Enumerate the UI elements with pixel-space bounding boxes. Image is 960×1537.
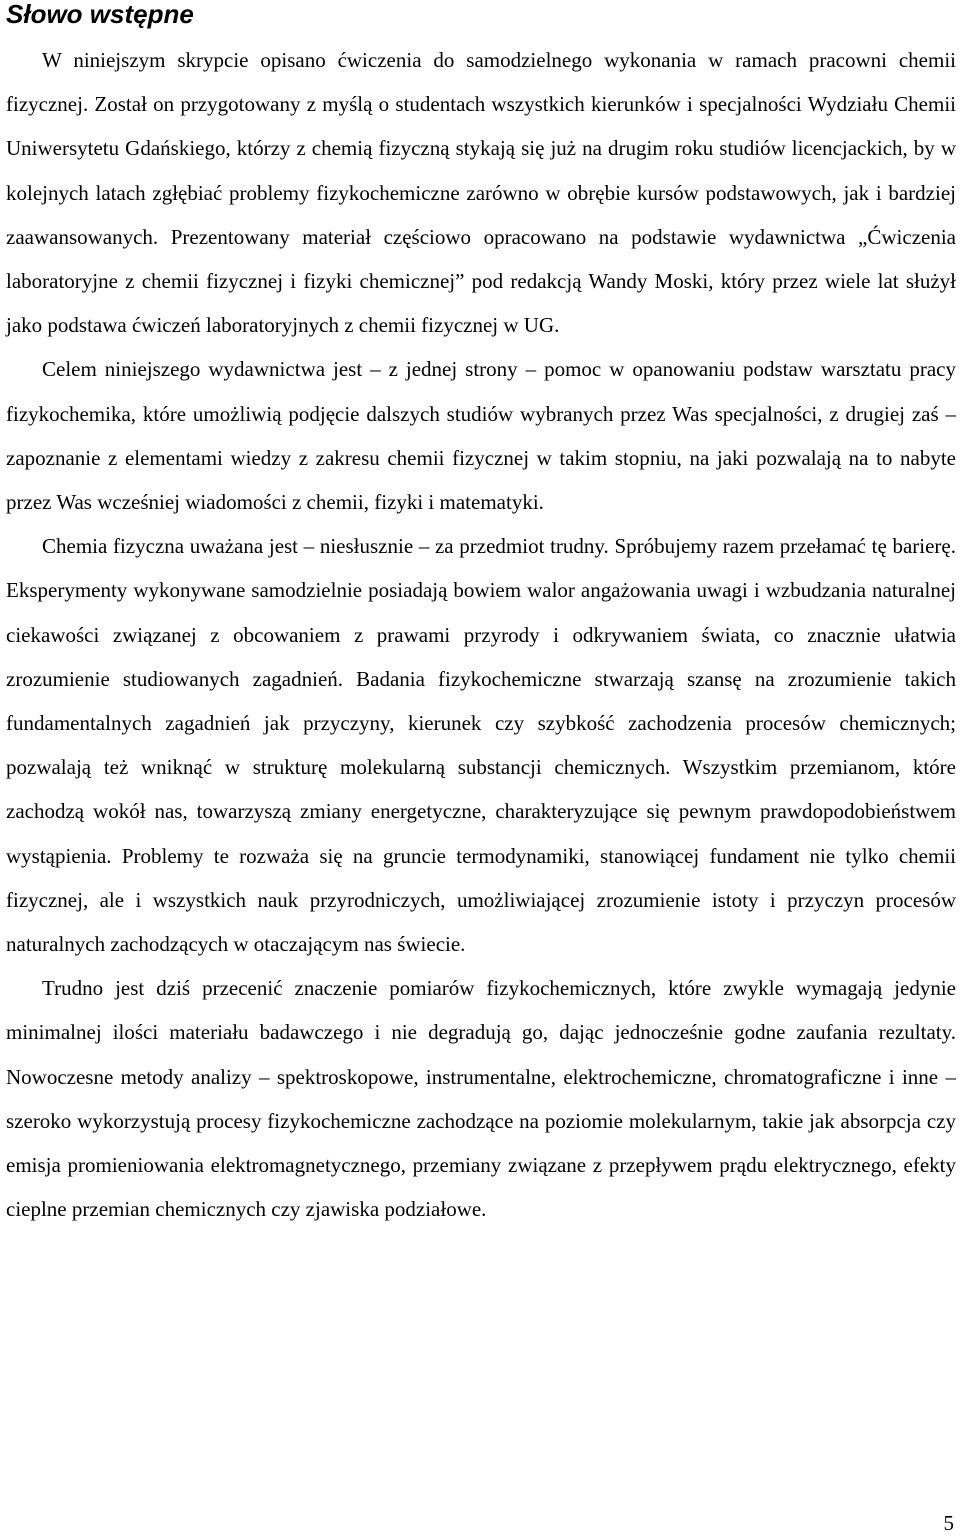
- page-number: 5: [943, 1511, 954, 1535]
- page-title: Słowo wstępne: [6, 0, 194, 29]
- paragraph-3: Chemia fizyczna uważana jest – niesłusznie – za przedmiot trudny. Spróbujemy razem przełamać tę barierę. Eksperymenty wykonywane samodzielnie posiadają bowiem walor angażowania uwagi i wzbudzania naturalnej ciekawości związanej z obcowaniem z prawami przyrody i odkrywaniem świata, co znacznie ułatwia zrozumienie studiowanych zagadnień. Badania fizykochemiczne stwarzają szansę na zrozumienie takich fundamentalnych zagadnień jak przyczyny, kierunek czy szybkość zachodzenia procesów chemicznych; pozwalają też wniknąć w strukturę molekularną substancji chemicznych. Wszystkim przemianom, które zachodzą wokół nas, towarzyszą zmiany energetyczne, charakteryzujące się pewnym prawdopodobieństwem wystąpienia. Problemy te rozważa się na gruncie termodynamiki, stanowiącej fundament nie tylko chemii fizycznej, ale i wszystkich nauk przyrodniczych, umożliwiającej zrozumienie istoty i przyczyn procesów naturalnych zachodzących w otaczającym nas świecie.: [6, 534, 956, 957]
- paragraph-1: W niniejszym skrypcie opisano ćwiczenia do samodzielnego wykonania w ramach pracowni chemii fizycznej. Został on przygotowany z myślą o studentach wszystkich kierunków i specjalności Wydziału Chemii Uniwersytetu Gdańskiego, którzy z chemią fizyczną stykają się już na drugim roku studiów licencjackich, by w kolejnych latach zgłębiać problemy fizykochemiczne zarówno w obrębie kursów podstawowych, jak i bardziej zaawansowanych. Prezentowany materiał częściowo opracowano na podstawie wydawnictwa „Ćwiczenia laboratoryjne z chemii fizycznej i fizyki chemicznej” pod redakcją Wandy Moski, który przez wiele lat służył jako podstawa ćwiczeń laboratoryjnych z chemii fizycznej w UG.: [6, 48, 956, 338]
- body-text: [6, 38, 956, 1231]
- paragraph-2: Celem niniejszego wydawnictwa jest – z jednej strony – pomoc w opanowaniu podstaw warsztatu pracy fizykochemika, które umożliwią podjęcie dalszych studiów wybranych przez Was specjalności, z drugiej zaś – zapoznanie z elementami wiedzy z zakresu chemii fizycznej w takim stopniu, na jaki pozwalają na to nabyte przez Was wcześniej wiadomości z chemii, fizyki i matematyki.: [6, 357, 956, 515]
- paragraph-4: Trudno jest dziś przecenić znaczenie pomiarów fizykochemicznych, które zwykle wymagają jedynie minimalnej ilości materiału badawczego i nie degradują go, dając jednocześnie godne zaufania rezultaty. Nowoczesne metody analizy – spektroskopowe, instrumentalne, elektrochemiczne, chromatograficzne i inne – szeroko wykorzystują procesy fizykochemiczne zachodzące na poziomie molekularnym, takie jak absorpcja czy emisja promieniowania elektromagnetycznego, przemiany związane z przepływem prądu elektrycznego, efekty cieplne przemian chemicznych czy zjawiska podziałowe.: [6, 976, 956, 1222]
